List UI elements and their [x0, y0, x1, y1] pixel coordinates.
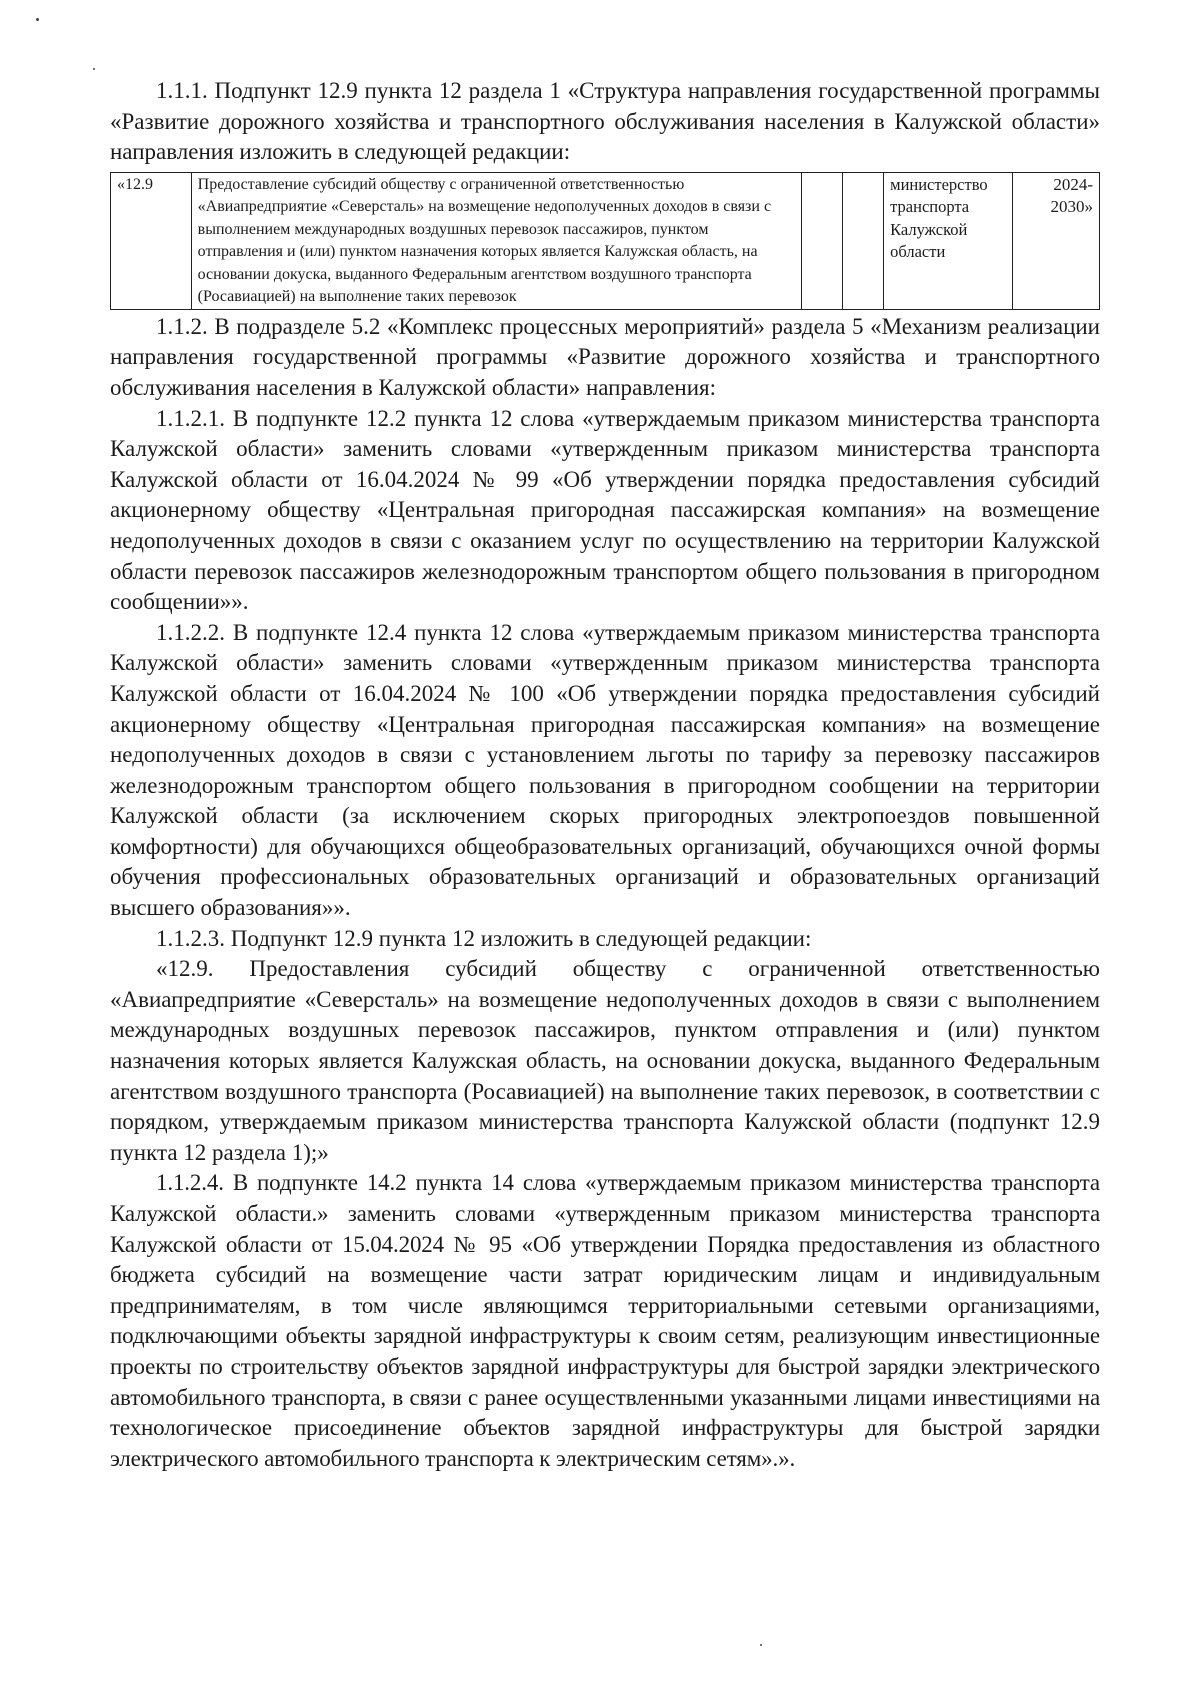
table-row — [111, 172, 1100, 309]
paragraph-1-1-2-3: 1.1.2.3. Подпункт 12.9 пункта 12 изложить в следующей редакции: — [156, 925, 812, 951]
scan-speck — [93, 68, 95, 70]
empty-cell — [843, 172, 884, 309]
empty-cell — [802, 172, 843, 309]
row-description-cell: Предоставление субсидий обществу с ограниченной ответственностью «Авиапредприятие «Северсталь» на возмещение недополученных доходов в связи с выполнением международных воздушных перевозок пассажиров, пунктом отправления и (или) пунктом назначения которых является Калужская область, на основании докуска, выданного Федеральным агентством воздушного транспорта (Росавиацией) на выполнение таких перевозок — [191, 172, 802, 309]
paragraph-1-1-2-2: 1.1.2.2. В подпункте 12.4 пункта 12 слова «утверждаемым приказом министерства транспорта Калужской области» заменить словами «утвержденным приказом министерства транспорта Калужской области от 16.04.2024 № 100 «Об утверждении порядка предоставления субсидий акционерному обществу «Центральная пригородная пассажирская компания» на возмещение недополученных доходов в связи с установлением льготы по тарифу за перевозку пассажиров железнодорожным транспортом общего пользования в пригородном сообщении на территории Калужской области (за исключением скорых пригородных электропоездов повышенной комфортности) для обучающихся общеобразовательных организаций, обучающихся очной формы обучения профессиональных образовательных организаций и образовательных организаций высшего образования»». — [110, 619, 1100, 921]
document-body — [110, 76, 1100, 1474]
paragraph-1-1-2-1: 1.1.2.1. В подпункте 12.2 пункта 12 слова «утверждаемым приказом министерства транспорта Калужской области» заменить словами «утвержденным приказом министерства транспорта Калужской области от 16.04.2024 № 99 «Об утверждении порядка предоставления субсидий акционерному обществу «Центральная пригородная пассажирская компания» на возмещение недополученных доходов в связи с оказанием услуг по осуществлению на территории Калужской области перевозок пассажиров железнодорожным транспортом общего пользования в пригородном сообщении»». — [110, 405, 1100, 615]
paragraph-1-1-2: 1.1.2. В подразделе 5.2 «Комплекс процессных мероприятий» раздела 5 «Механизм реализации направления государственной программы «Развитие дорожного хозяйства и транспортного обслуживания населения в Калужской области» направления: — [110, 313, 1100, 400]
scan-speck — [760, 1644, 762, 1646]
structure-table — [110, 172, 1100, 310]
responsible-cell: министерство транспорта Калужской области — [884, 172, 1013, 309]
years-cell: 2024-2030» — [1012, 172, 1099, 309]
row-number-cell: «12.9 — [111, 172, 192, 309]
scan-speck — [36, 18, 39, 21]
paragraph-1-1-2-4: 1.1.2.4. В подпункте 14.2 пункта 14 слова «утверждаемым приказом министерства транспорта Калужской области.» заменить словами «утвержденным приказом министерства транспорта Калужской области от 15.04.2024 № 95 «Об утверждении Порядка предоставления из областного бюджета субсидий на возмещение части затрат юридическим лицам и индивидуальным предпринимателям, в том числе являющимся территориальными сетевыми организациями, подключающими объекты зарядной инфраструктуры к своим сетям, реализующим инвестиционные проекты по строительству объектов зарядной инфраструктуры для быстрой зарядки электрического автомобильного транспорта, в связи с ранее осуществленными указанными лицами инвестициями на технологическое присоединение объектов зарядной инфраструктуры для быстрой зарядки электрического автомобильного транспорта к электрическим сетям».». — [110, 1170, 1100, 1471]
paragraph-1-1-1: 1.1.1. Подпункт 12.9 пункта 12 раздела 1 «Структура направления государственной программы «Развитие дорожного хозяйства и транспортного обслуживания населения в Калужской области» направления изложить в следующей редакции: — [110, 78, 1100, 165]
paragraph-12-9-new: «12.9. Предоставления субсидий обществу с ограниченной ответственностью «Авиапредприятие «Северсталь» на возмещение недополученных доходов в связи с выполнением международных воздушных перевозок пассажиров, пунктом отправления и (или) пунктом назначения которых является Калужская область, на основании докуска, выданного Федеральным агентством воздушного транспорта (Росавиацией) на выполнение таких перевозок, в соответствии с порядком, утверждаемым приказом министерства транспорта Калужской области (подпункт 12.9 пункта 12 раздела 1);» — [110, 956, 1100, 1165]
